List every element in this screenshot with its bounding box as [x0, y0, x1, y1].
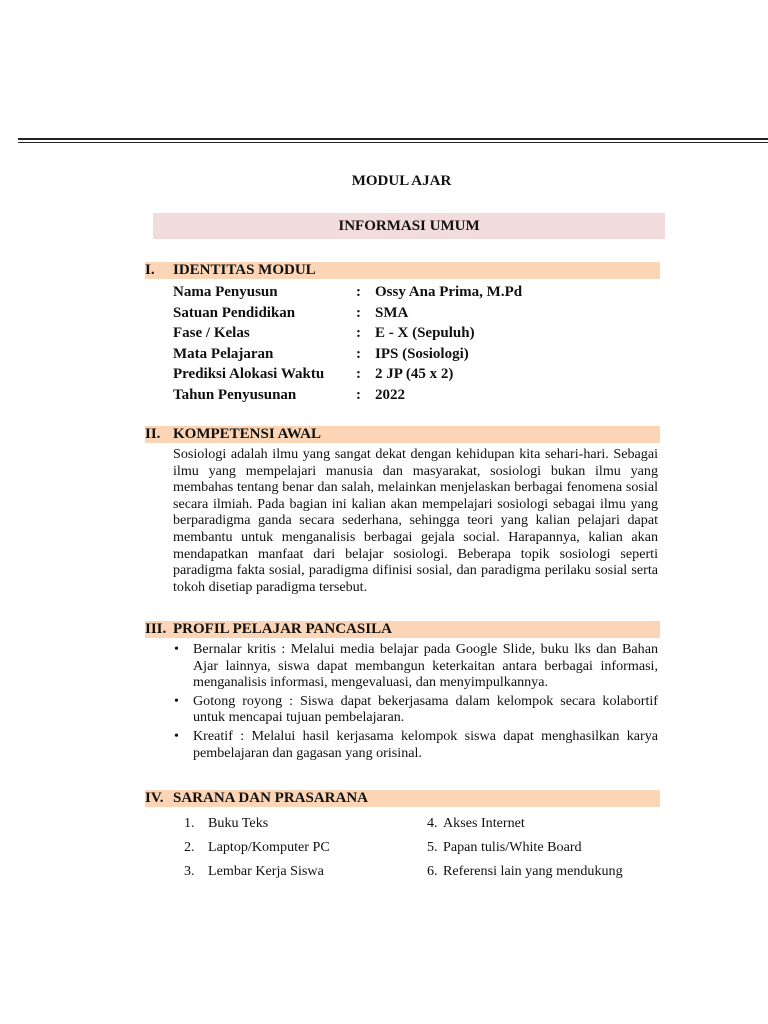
profil-list [173, 641, 658, 763]
identitas-value: IPS (Sosiologi) [375, 345, 469, 362]
list-item [173, 641, 658, 691]
sarana-number: 2. [184, 839, 195, 855]
identitas-colon: : [356, 284, 361, 300]
sarana-item [427, 839, 582, 856]
identitas-value: E - X (Sepuluh) [375, 325, 475, 342]
sarana-number: 4. [427, 815, 438, 831]
sarana-item [184, 815, 268, 832]
list-item [173, 693, 658, 726]
section-title: SARANA DAN PRASARANA [173, 790, 369, 806]
list-item-text: Bernalar kritis : Melalui media belajar pada Google Slide, buku lks dan Bahan Ajar lainnya, siswa dapat membangun keterkaitan antara berbagai informasi, menganalisis informasi, mengevaluasi, dan menyimpulkannya. [193, 641, 658, 691]
identitas-label: Nama Penyusun [173, 284, 278, 300]
identitas-colon: : [356, 325, 361, 342]
sarana-number: 5. [427, 839, 438, 855]
identitas-colon: : [356, 366, 361, 383]
list-item [173, 728, 658, 761]
identitas-value: SMA [375, 304, 409, 321]
identitas-value: 2022 [375, 386, 405, 403]
section-number: I. [145, 262, 155, 278]
bullet-icon: • [174, 641, 179, 657]
sarana-text: Papan tulis/White Board [443, 839, 582, 855]
section-title: IDENTITAS MODUL [173, 262, 316, 278]
section-heading-sarana [145, 790, 660, 807]
identitas-colon: : [356, 345, 361, 362]
identitas-value: Ossy Ana Prima, M.Pd [375, 284, 523, 300]
info-umum-band: INFORMASI UMUM [153, 213, 665, 239]
header-rule-thick [18, 138, 768, 140]
sarana-item [184, 839, 330, 856]
list-item-text: Kreatif : Melalui hasil kerjasama kelompok siswa dapat menghasilkan karya pembelajaran dan gagasan yang orisinal. [193, 727, 658, 761]
section-title: PROFIL PELAJAR PANCASILA [173, 621, 392, 637]
identitas-colon: : [356, 386, 361, 403]
sarana-text: Akses Internet [443, 815, 525, 831]
sarana-item [184, 863, 324, 880]
section-number: II. [145, 426, 161, 442]
sarana-text: Referensi lain yang mendukung [443, 863, 623, 879]
section-heading-kompetensi [145, 426, 660, 443]
identitas-label: Mata Pelajaran [173, 345, 274, 362]
section-heading-identitas [145, 262, 660, 279]
section-heading-profil [145, 621, 660, 638]
document-title: MODUL AJAR [351, 173, 452, 189]
section-title: KOMPETENSI AWAL [173, 426, 321, 442]
identitas-label: Fase / Kelas [173, 325, 250, 342]
kompetensi-awal-paragraph: Sosiologi adalah ilmu yang sangat dekat dengan kehidupan kita sehari-hari. Sebagai ilmu yang mempelajari manusia dan masyarakat, sosiologi bukan ilmu yang membahas tentang benar dan salah, melainkan menjelaskan berbagai fenomena sosial secara ilmiah. Pada bagian ini kalian akan mempelajari sosiologi sebagai ilmu yang berparadigma ganda secara sederhana, sehingga teori yang kalian pelajari dapat membantu untuk menganalisis berbagai gejala social. Harapannya, kalian akan mendapatkan manfaat dari belajar sosiologi. Beberapa topik sosiologi seperti paradigma fakta sosial, paradigma difinisi sosial, dan paradigma perilaku sosial serta tokoh disetiap paradigma tersebut. [173, 446, 658, 595]
bullet-icon: • [174, 692, 179, 709]
section-number: IV. [145, 790, 164, 806]
section-number: III. [145, 621, 167, 637]
sarana-item [427, 863, 623, 880]
sarana-text: Laptop/Komputer PC [208, 839, 330, 855]
identitas-label: Prediksi Alokasi Waktu [173, 366, 325, 383]
identitas-colon: : [356, 304, 361, 321]
sarana-number: 1. [184, 815, 195, 831]
sarana-item [427, 815, 525, 832]
sarana-number: 6. [427, 863, 438, 879]
identitas-value: 2 JP (45 x 2) [375, 366, 454, 383]
bullet-icon: • [174, 727, 179, 744]
sarana-text: Lembar Kerja Siswa [208, 863, 324, 879]
identitas-label: Satuan Pendidikan [173, 304, 296, 321]
sarana-number: 3. [184, 863, 195, 879]
header-rule-thin [18, 142, 768, 143]
sarana-text: Buku Teks [208, 815, 269, 831]
list-item-text: Gotong royong : Siswa dapat bekerjasama dalam kelompok secara kolabortif untuk mencapai tujuan pembelajaran. [193, 692, 658, 726]
identitas-label: Tahun Penyusunan [173, 386, 297, 403]
